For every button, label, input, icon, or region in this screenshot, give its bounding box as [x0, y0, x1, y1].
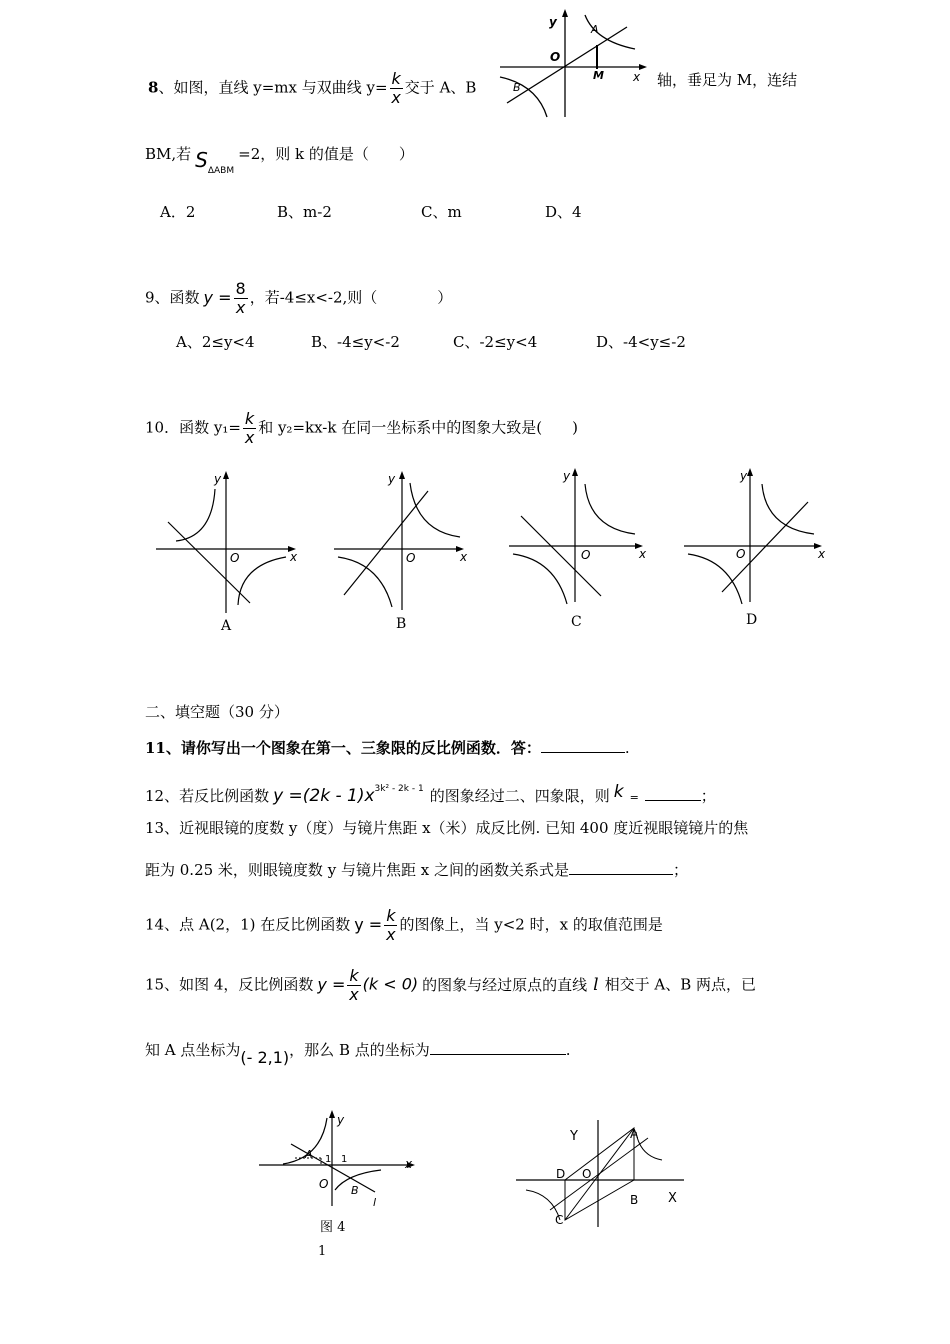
q10-frac-den: x — [244, 428, 255, 447]
q15-end: . — [565, 1041, 571, 1059]
page-number: 1 — [318, 1244, 327, 1259]
fig5-x: X — [668, 1191, 677, 1206]
q10-a-axis-y: y — [214, 472, 222, 486]
q10-label-b: B — [396, 616, 407, 632]
q8-text-b: 交于 A、B — [404, 78, 477, 97]
q10-label-a: A — [221, 618, 232, 634]
q8-text-c: 轴，垂足为 M，连结 — [657, 71, 798, 89]
q10-label-d: D — [746, 612, 758, 628]
fig5-o: O — [582, 1167, 592, 1181]
q14-fraction — [384, 907, 397, 944]
q10-c-origin: O — [581, 548, 591, 562]
q8-line2-b: =2，则 k 的值是（ ） — [238, 145, 414, 163]
q11-answer-blank[interactable] — [541, 738, 625, 753]
q10-text-a: 10．函数 y₁= — [145, 418, 241, 437]
q14-y-eq: y = — [354, 914, 383, 934]
q9-y-eq: y = — [203, 287, 232, 307]
q13-line1: 13、近视眼镜的度数 y（度）与镜片焦距 x（米）成反比例. 已知 400 度近视眼镜镜片的焦 — [145, 819, 749, 837]
q8-option-c: C、m — [421, 203, 462, 221]
q8-line2-a: BM,若 — [145, 145, 192, 163]
q10-fraction — [243, 410, 256, 447]
q15-coord: (- 2,1) — [240, 1048, 290, 1067]
q10-d-axis-x: x — [818, 547, 826, 561]
q9-frac-den: x — [235, 298, 246, 317]
q10-frac-num: k — [244, 409, 255, 428]
q8-fig-b: B — [513, 81, 521, 94]
q14-text-b: 的图像上，当 y<2 时，x 的取值范围是 — [399, 915, 663, 934]
q8-fig-x: x — [633, 70, 641, 84]
q14-line — [145, 907, 663, 944]
fig4-l: l — [373, 1196, 377, 1208]
q8-option-d: D、4 — [545, 203, 582, 221]
figure-parallelogram — [512, 1112, 697, 1232]
q15-line1 — [145, 967, 756, 1004]
q14-frac-num: k — [386, 906, 396, 925]
section2-title: 二、填空题（30 分） — [145, 703, 289, 721]
q12-line — [145, 782, 716, 809]
q10-text-b: 和 y₂=kx-k 在同一坐标系中的图象大致是( ) — [258, 418, 578, 437]
q8-s-sub: ΔABM — [207, 166, 235, 176]
q10-c-axis-x: x — [639, 547, 647, 561]
q9-frac-num: 8 — [235, 279, 246, 298]
q13-line2 — [145, 860, 688, 880]
q10-b-axis-x: x — [460, 550, 468, 564]
q15-l: l — [593, 974, 599, 995]
fig5-y: Y — [570, 1129, 578, 1144]
q10-a-axis-x: x — [290, 550, 298, 564]
q10-graph-a — [150, 465, 310, 615]
q12-formula: y =(2k - 1)x — [273, 786, 375, 806]
fig5-a: A — [630, 1127, 639, 1141]
fig4-a: A — [305, 1148, 313, 1161]
q12-end: ； — [700, 787, 716, 805]
fig4-one-y: 1 — [325, 1154, 332, 1165]
q9-text-b: ，若-4≤x<-2,则（ ） — [249, 288, 453, 307]
q15-text-c: 相交于 A、B 两点，已 — [604, 975, 757, 994]
q10-graph-c — [505, 462, 660, 612]
q8-text-a: 如图，直线 y=mx 与双曲线 y= — [173, 78, 388, 97]
q15-line2 — [145, 1040, 571, 1067]
q15-y-eq: y = — [317, 974, 346, 994]
q15-line2-a: 知 A 点坐标为 — [145, 1041, 241, 1059]
q8-sep: 、 — [158, 78, 174, 97]
q9-option-c: C、-2≤y<4 — [453, 333, 538, 351]
q12-answer-blank[interactable] — [645, 786, 701, 801]
q10-d-axis-y: y — [740, 469, 748, 483]
q8-fig-a: A — [591, 23, 599, 36]
q13-end: ； — [672, 861, 688, 879]
q10-graph-b — [330, 465, 480, 615]
q9-text-a: 9、函数 — [145, 288, 200, 307]
q8-number: 8 — [148, 78, 159, 97]
q9-option-a: A、2≤y<4 — [176, 333, 255, 351]
q8-fraction — [390, 70, 403, 107]
fig4-o: O — [319, 1177, 329, 1191]
q15-line2-b: ，那么 B 点的坐标为 — [289, 1041, 430, 1059]
q8-frac-den: x — [391, 88, 401, 107]
q13-line2-text: 距为 0.25 米，则眼镜度数 y 与镜片焦距 x 之间的函数关系式是 — [145, 861, 569, 879]
q12-eq: = — [629, 791, 639, 804]
q15-fraction — [347, 967, 360, 1004]
q15-text-b: 的图象与经过原点的直线 — [422, 975, 588, 994]
fig4-one-x: 1 — [341, 1154, 348, 1165]
q10-line — [145, 410, 578, 447]
q14-frac-den: x — [386, 925, 396, 944]
fig4-y: y — [337, 1113, 345, 1127]
q14-text-a: 14、点 A(2，1) 在反比例函数 — [145, 915, 351, 934]
q12-text-b: 的图象经过二、四象限，则 — [429, 787, 610, 805]
q15-frac-num: k — [349, 966, 359, 985]
q9-option-d: D、-4<y≤-2 — [596, 333, 686, 351]
fig5-b: B — [630, 1193, 639, 1207]
q8-fig-m: M — [593, 69, 604, 82]
q8-frac-num: k — [391, 69, 401, 88]
q11-text: 11、请你写出一个图象在第一、三象限的反比例函数．答： — [145, 739, 541, 757]
q10-b-origin: O — [406, 551, 416, 565]
q12-k: k — [613, 782, 624, 802]
q8-option-a: A．2 — [160, 203, 196, 221]
q10-d-origin: O — [736, 547, 746, 561]
q10-c-axis-y: y — [563, 469, 571, 483]
q11-end: . — [624, 739, 630, 757]
q15-answer-blank[interactable] — [430, 1040, 566, 1055]
q8-fig-y: y — [549, 15, 557, 29]
q10-label-c: C — [571, 614, 582, 630]
q15-text-a: 15、如图 4，反比例函数 — [145, 975, 314, 994]
q15-cond: (k < 0) — [362, 974, 419, 994]
q13-answer-blank[interactable] — [569, 860, 673, 875]
q8-option-b: B、m-2 — [277, 203, 332, 221]
q12-text-a: 12、若反比例函数 — [145, 787, 270, 805]
q10-b-axis-y: y — [388, 472, 396, 486]
q9-option-b: B、-4≤y<-2 — [311, 333, 400, 351]
fig5-c: C — [555, 1213, 564, 1227]
q12-exponent: 3k² - 2k - 1 — [374, 784, 424, 794]
q8-s-symbol: S — [195, 148, 208, 172]
q8-fig-o: O — [550, 50, 561, 64]
fig4-caption: 图 4 — [320, 1220, 346, 1235]
q8-figure — [495, 5, 655, 120]
q9-fraction — [234, 280, 248, 317]
figure-4 — [255, 1108, 425, 1208]
q8-line1 — [148, 70, 476, 107]
q10-graph-d — [680, 462, 840, 612]
q15-frac-den: x — [349, 985, 359, 1004]
q9-line — [145, 280, 452, 317]
fig4-b: B — [351, 1184, 359, 1197]
q10-a-origin: O — [230, 551, 240, 565]
fig5-d: D — [556, 1167, 566, 1181]
q11-line — [145, 738, 630, 758]
fig4-x: x — [405, 1157, 413, 1171]
